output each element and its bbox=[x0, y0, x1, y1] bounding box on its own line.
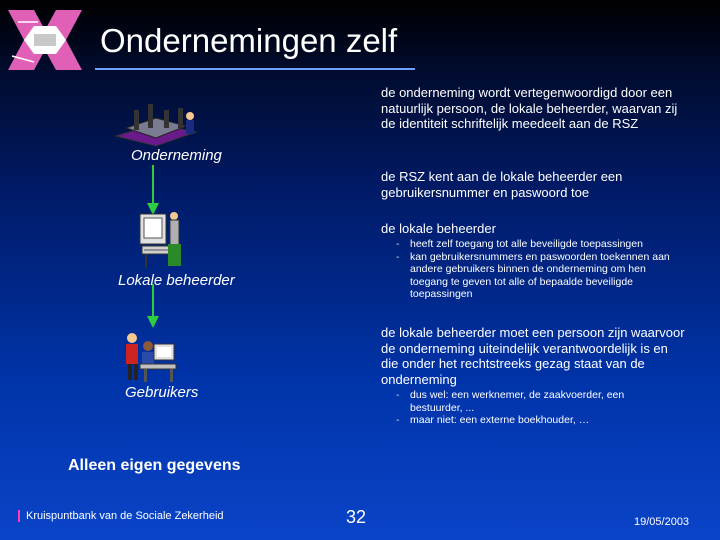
paragraph-rsz-toekenning: de RSZ kent aan de lokale beheerder een gebruikersnummer en paswoord toe bbox=[381, 169, 623, 200]
entity-lokale-beheerder: Lokale beheerder bbox=[118, 272, 235, 289]
computer-user-icon bbox=[138, 210, 186, 272]
entity-gebruikers: Gebruikers bbox=[125, 384, 199, 401]
entity-onderneming: Onderneming bbox=[131, 147, 222, 164]
list-item: - maar niet: een externe boekhouder, … bbox=[396, 414, 671, 427]
paragraph-voorwaarden: de lokale beheerder moet een persoon zijn waarvoor de onderneming uiteindelijk verantwoordelijk is en die onder het rechtstreeks gezag staat van de onderneming bbox=[381, 325, 685, 387]
list-item: - heeft zelf toegang tot alle beveiligde toepassingen bbox=[396, 238, 686, 251]
users-at-desk-icon bbox=[118, 330, 178, 384]
arrow-down-icon bbox=[146, 284, 160, 328]
paragraph-lokale-beheerder: de lokale beheerder bbox=[381, 221, 496, 236]
page-number: 32 bbox=[346, 507, 367, 527]
footer-organization: Kruispuntbank van de Sociale Zekerheid bbox=[18, 510, 224, 522]
bullet-list-beheerder bbox=[396, 238, 686, 301]
list-item: - dus wel: een werknemer, de zaakvoerder, een bestuurder, ... bbox=[396, 389, 671, 414]
arrow-down-icon bbox=[146, 165, 160, 215]
page-title: Ondernemingen zelf bbox=[100, 22, 398, 59]
emphasis-text: Alleen eigen gegevens bbox=[68, 457, 241, 474]
ksz-logo-icon bbox=[4, 8, 86, 72]
paragraph-vertegenwoordiging: de onderneming wordt vertegenwoordigd door een natuurlijk persoon, de lokale beheerder, waarvan zij de identiteit schriftelijk meedeelt aan de RSZ bbox=[381, 85, 678, 131]
list-item: - kan gebruikersnummers en paswoorden toekennen aan andere gebruikers binnen de onderneming om hen toegang te geven tot alle of bepaalde beveiligde toepassingen bbox=[396, 251, 686, 301]
factory-icon bbox=[110, 102, 202, 150]
bullet-list-voorbeelden bbox=[396, 389, 671, 427]
footer-date: 19/05/2003 bbox=[634, 516, 690, 528]
